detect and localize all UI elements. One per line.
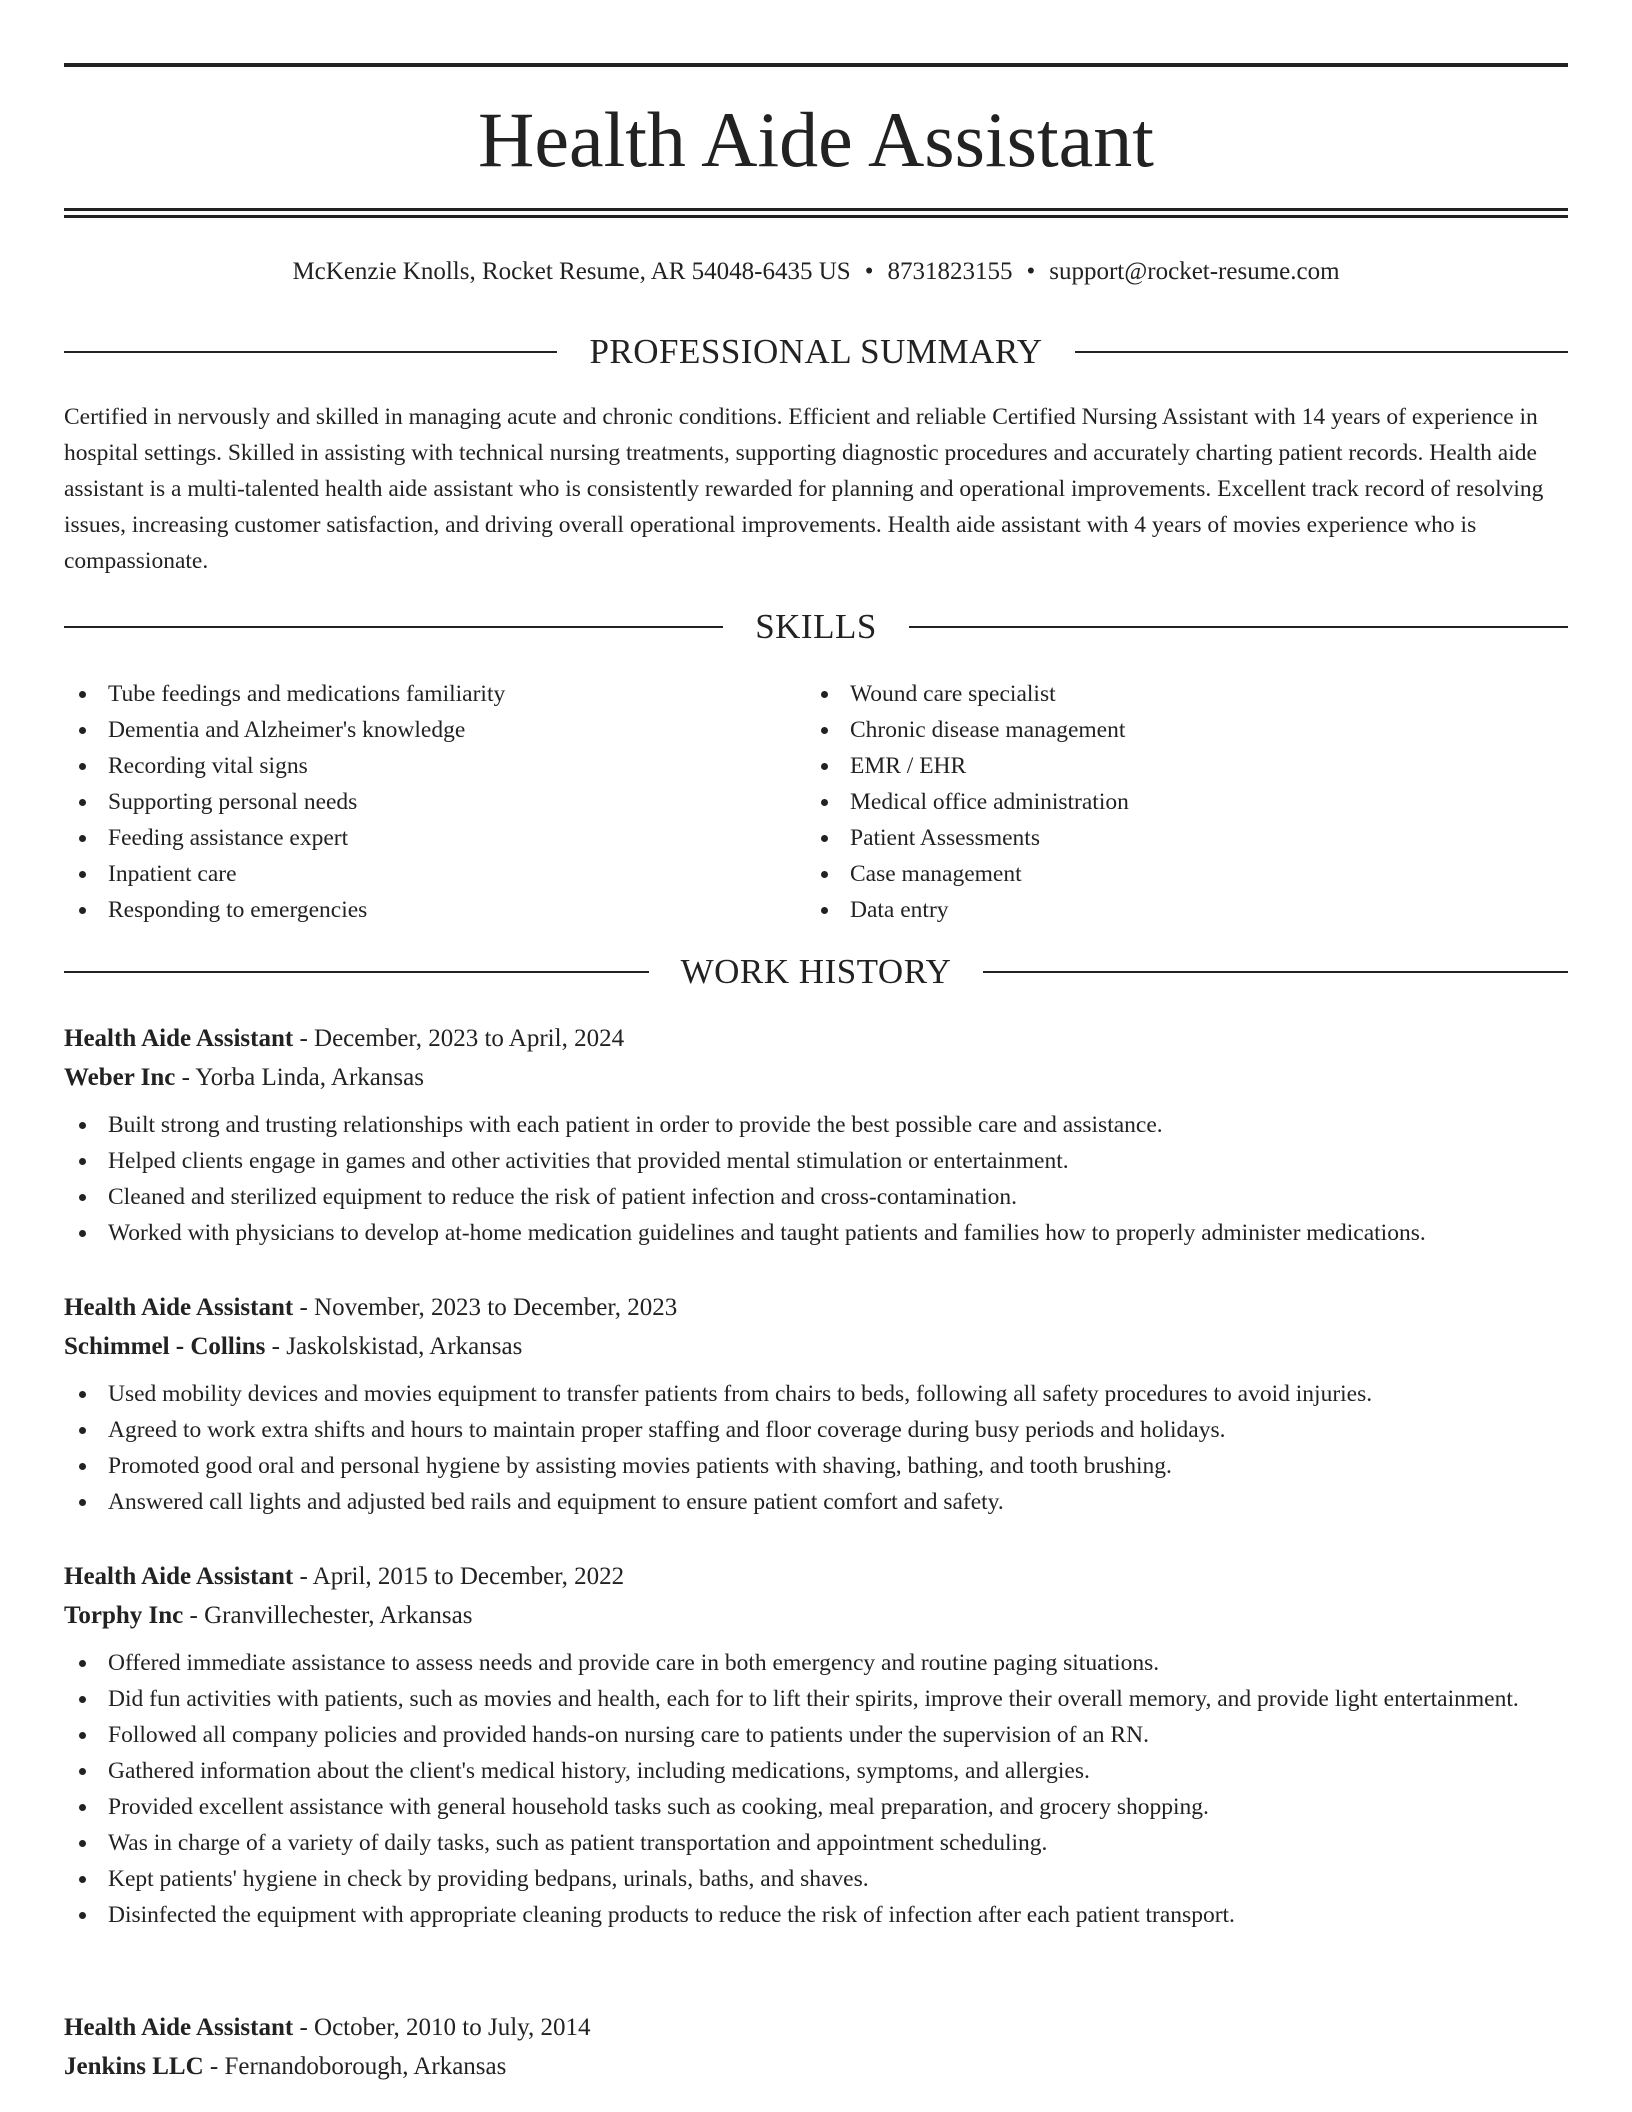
job-duty: Kept patients' hygiene in check by providing bedpans, urinals, baths, and shaves. [64, 1861, 1568, 1897]
skill-item: Tube feedings and medications familiarity [64, 676, 806, 712]
job-entry [64, 1557, 1568, 1933]
skill-item: Medical office administration [806, 784, 1548, 820]
skill-item: Case management [806, 856, 1548, 892]
skill-item: Wound care specialist [806, 676, 1548, 712]
job-duty: Was in charge of a variety of daily tasks, such as patient transportation and appointment scheduling. [64, 1825, 1568, 1861]
job-duty: Used mobility devices and movies equipment to transfer patients from chairs to beds, following all safety procedures to avoid injuries. [64, 1376, 1568, 1412]
section-rule-left [64, 351, 557, 353]
job-duties [64, 1376, 1568, 1520]
job-title-line [64, 1288, 1568, 1327]
job-duties [64, 1107, 1568, 1251]
skill-item: Recording vital signs [64, 748, 806, 784]
contact-email: support@rocket-resume.com [1049, 258, 1340, 285]
job-title: Health Aide Assistant [64, 1025, 294, 1052]
skill-item: Feeding assistance expert [64, 820, 806, 856]
job-duty: Promoted good oral and personal hygiene by assisting movies patients with shaving, bathing, and tooth brushing. [64, 1448, 1568, 1484]
job-title: Health Aide Assistant [64, 1563, 294, 1590]
skill-item: Responding to emergencies [64, 892, 806, 928]
job-company: Schimmel - Collins [64, 1333, 266, 1360]
job-duty: Offered immediate assistance to assess needs and provide care in both emergency and routine paging situations. [64, 1645, 1568, 1681]
job-duty: Gathered information about the client's medical history, including medications, symptoms, and allergies. [64, 1753, 1568, 1789]
job-duty: Provided excellent assistance with general household tasks such as cooking, meal preparation, and grocery shopping. [64, 1789, 1568, 1825]
job-company-line [64, 1327, 1568, 1366]
section-title: SKILLS [755, 607, 877, 646]
contact-separator: • [1026, 258, 1036, 285]
section-title: PROFESSIONAL SUMMARY [589, 332, 1043, 371]
job-duty: Disinfected the equipment with appropriate cleaning products to reduce the risk of infection after each patient transport. [64, 1897, 1568, 1933]
header-top-rule [64, 63, 1568, 67]
job-company: Torphy Inc [64, 1602, 184, 1629]
section-title: WORK HISTORY [680, 952, 952, 991]
job-entry [64, 2008, 1568, 2086]
section-rule-right [909, 626, 1568, 628]
job-location: - Fernandoborough, Arkansas [203, 2053, 507, 2080]
job-title: Health Aide Assistant [64, 1294, 294, 1321]
section-rule-right [983, 971, 1568, 973]
skill-item: EMR / EHR [806, 748, 1548, 784]
job-entry [64, 1288, 1568, 1520]
job-title-line [64, 1019, 1568, 1058]
job-location: - Granvillechester, Arkansas [183, 1602, 473, 1629]
job-title-line [64, 1557, 1568, 1596]
job-entry [64, 1019, 1568, 1251]
section-rule-right [1075, 351, 1568, 353]
job-duties [64, 1645, 1568, 1933]
skill-item: Data entry [806, 892, 1548, 928]
skill-item: Inpatient care [64, 856, 806, 892]
summary-text: Certified in nervously and skilled in managing acute and chronic conditions. Efficient and reliable Certified Nursing Assistant with 14 years of experience in hospital settings. Skilled in assisting with technical nursing treatments, supporting diagnostic procedures and accurately charting patient records. Health aide assistant is a multi-talented health aide assistant who is consistently rewarded for planning and operational improvements. Excellent track record of resolving issues, increasing customer satisfaction, and driving overall operational improvements. Health aide assistant with 4 years of movies experience who is compassionate. [64, 404, 1544, 574]
job-dates: - October, 2010 to July, 2014 [293, 2014, 591, 2041]
resume-name: Health Aide Assistant [478, 96, 1154, 183]
job-dates: - December, 2023 to April, 2024 [293, 1025, 625, 1052]
job-duty: Worked with physicians to develop at-home medication guidelines and taught patients and families how to properly administer medications. [64, 1215, 1568, 1251]
job-duty: Answered call lights and adjusted bed rails and equipment to ensure patient comfort and safety. [64, 1484, 1568, 1520]
contact-phone: 8731823155 [887, 258, 1013, 285]
section-heading-skills [64, 605, 1568, 649]
header-double-rule [64, 208, 1568, 218]
job-title-line [64, 2008, 1568, 2047]
job-company-line [64, 1058, 1568, 1097]
skill-item: Patient Assessments [806, 820, 1548, 856]
job-title: Health Aide Assistant [64, 2014, 294, 2041]
job-company-line [64, 1596, 1568, 1635]
section-heading-work [64, 950, 1568, 994]
job-location: - Jaskolskistad, Arkansas [265, 1333, 523, 1360]
job-dates: - April, 2015 to December, 2022 [293, 1563, 625, 1590]
job-location: - Yorba Linda, Arkansas [175, 1064, 424, 1091]
job-duty: Followed all company policies and provided hands-on nursing care to patients under the supervision of an RN. [64, 1717, 1568, 1753]
skills-column-left [64, 676, 806, 928]
section-heading-summary [64, 330, 1568, 374]
skills-list [64, 676, 1568, 928]
job-duty: Did fun activities with patients, such as movies and health, each for to lift their spirits, improve their overall memory, and provide light entertainment. [64, 1681, 1568, 1717]
section-rule-left [64, 626, 723, 628]
skill-item: Chronic disease management [806, 712, 1548, 748]
job-duty: Cleaned and sterilized equipment to reduce the risk of patient infection and cross-contamination. [64, 1179, 1568, 1215]
section-rule-left [64, 971, 649, 973]
job-duty: Built strong and trusting relationships with each patient in order to provide the best possible care and assistance. [64, 1107, 1568, 1143]
contact-line [64, 256, 1568, 288]
contact-separator: • [864, 258, 874, 285]
job-duty: Agreed to work extra shifts and hours to maintain proper staffing and floor coverage during busy periods and holidays. [64, 1412, 1568, 1448]
job-dates: - November, 2023 to December, 2023 [293, 1294, 678, 1321]
job-company: Weber Inc [64, 1064, 176, 1091]
job-company-line [64, 2047, 1568, 2086]
job-company: Jenkins LLC [64, 2053, 204, 2080]
skill-item: Dementia and Alzheimer's knowledge [64, 712, 806, 748]
contact-address: McKenzie Knolls, Rocket Resume, AR 54048-6435 US [292, 258, 851, 285]
skill-item: Supporting personal needs [64, 784, 806, 820]
skills-column-right [806, 676, 1548, 928]
job-duty: Helped clients engage in games and other activities that provided mental stimulation or entertainment. [64, 1143, 1568, 1179]
